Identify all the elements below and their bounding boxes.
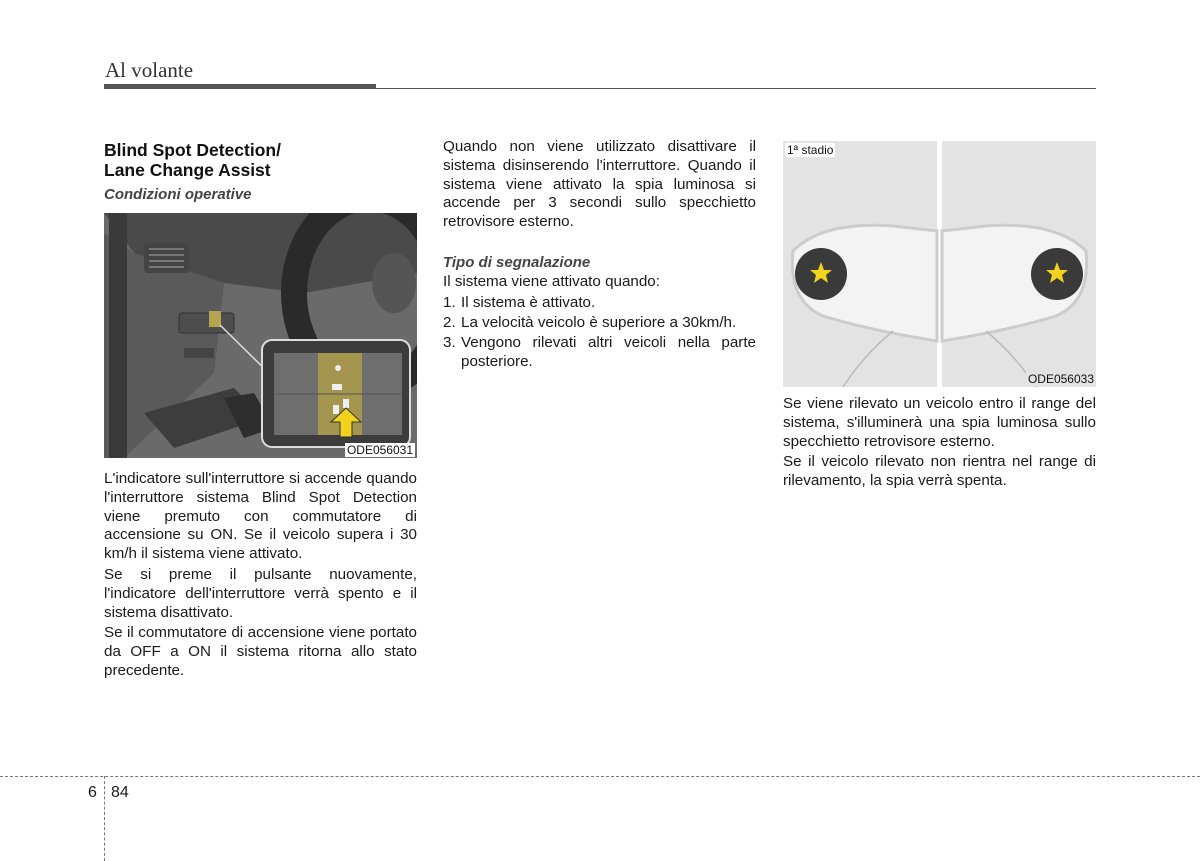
column-2-text <box>443 138 756 373</box>
section-title-line2: Lane Change Assist <box>104 160 271 180</box>
section-subtitle: Condizioni operative <box>104 186 252 203</box>
header-rule-thin <box>376 88 1096 89</box>
mirror-illustration <box>783 141 1096 387</box>
list-item: 2. La velocità veicolo è superiore a 30km/h. <box>443 314 737 332</box>
stage-label: 1ª stadio <box>787 143 834 157</box>
list-item: 3. Vengono rilevati altri veicoli nella parte posteriore. <box>443 334 756 371</box>
section-title-line1: Blind Spot Detection/ <box>104 140 281 160</box>
paragraph: Se si preme il pulsante nuovamente, l'indicatore dell'interruttore verrà spento e il sistema disattivato. <box>104 565 417 621</box>
switch-illustration <box>104 213 417 458</box>
running-header: Al volante <box>105 58 194 82</box>
figure-code: ODE056033 <box>1027 372 1094 386</box>
page-number: 84 <box>111 784 129 801</box>
paragraph: Quando non viene utilizzato disattivare il sistema disinserendo l'interruttore. Quando il sistema viene attivato la spia luminosa si accende per 3 secondi sullo specchietto retrovisore esterno. <box>443 138 756 231</box>
paragraph: L'indicatore sull'interruttore si accende quando l'interruttore sistema Blind Spot Detection viene premuto con commutatore di accensione su ON. Se il veicolo supera i 30 km/h il sistema viene attivato. <box>104 470 417 563</box>
column-3-text <box>783 395 1096 491</box>
paragraph: Se viene rilevato un veicolo entro il range del sistema, s'illuminerà una spia luminosa sullo specchietto retrovisore esterno. <box>783 395 1096 450</box>
subsection-title: Tipo di segnalazione <box>443 253 591 271</box>
chapter-number: 6 <box>88 784 97 801</box>
mirror-drawing <box>783 141 1096 387</box>
paragraph: Se il veicolo rilevato non rientra nel range di rilevamento, la spia verrà spenta. <box>783 453 1096 490</box>
dashboard-switch-drawing <box>104 213 417 458</box>
paragraph: Se il commutatore di accensione viene portato da OFF a ON il sistema ritorna allo stato precedente. <box>104 624 417 679</box>
figure-code: ODE056031 <box>346 443 413 457</box>
section-heading <box>104 140 417 203</box>
condition-list <box>443 294 756 372</box>
list-intro: Il sistema viene attivato quando: <box>443 272 660 290</box>
column-1-text <box>104 470 417 681</box>
footer-vertical-rule <box>104 776 105 861</box>
footer-rule <box>0 776 1200 777</box>
list-item: 1. Il sistema è attivato. <box>443 293 596 311</box>
header-rule-thick <box>104 84 376 89</box>
